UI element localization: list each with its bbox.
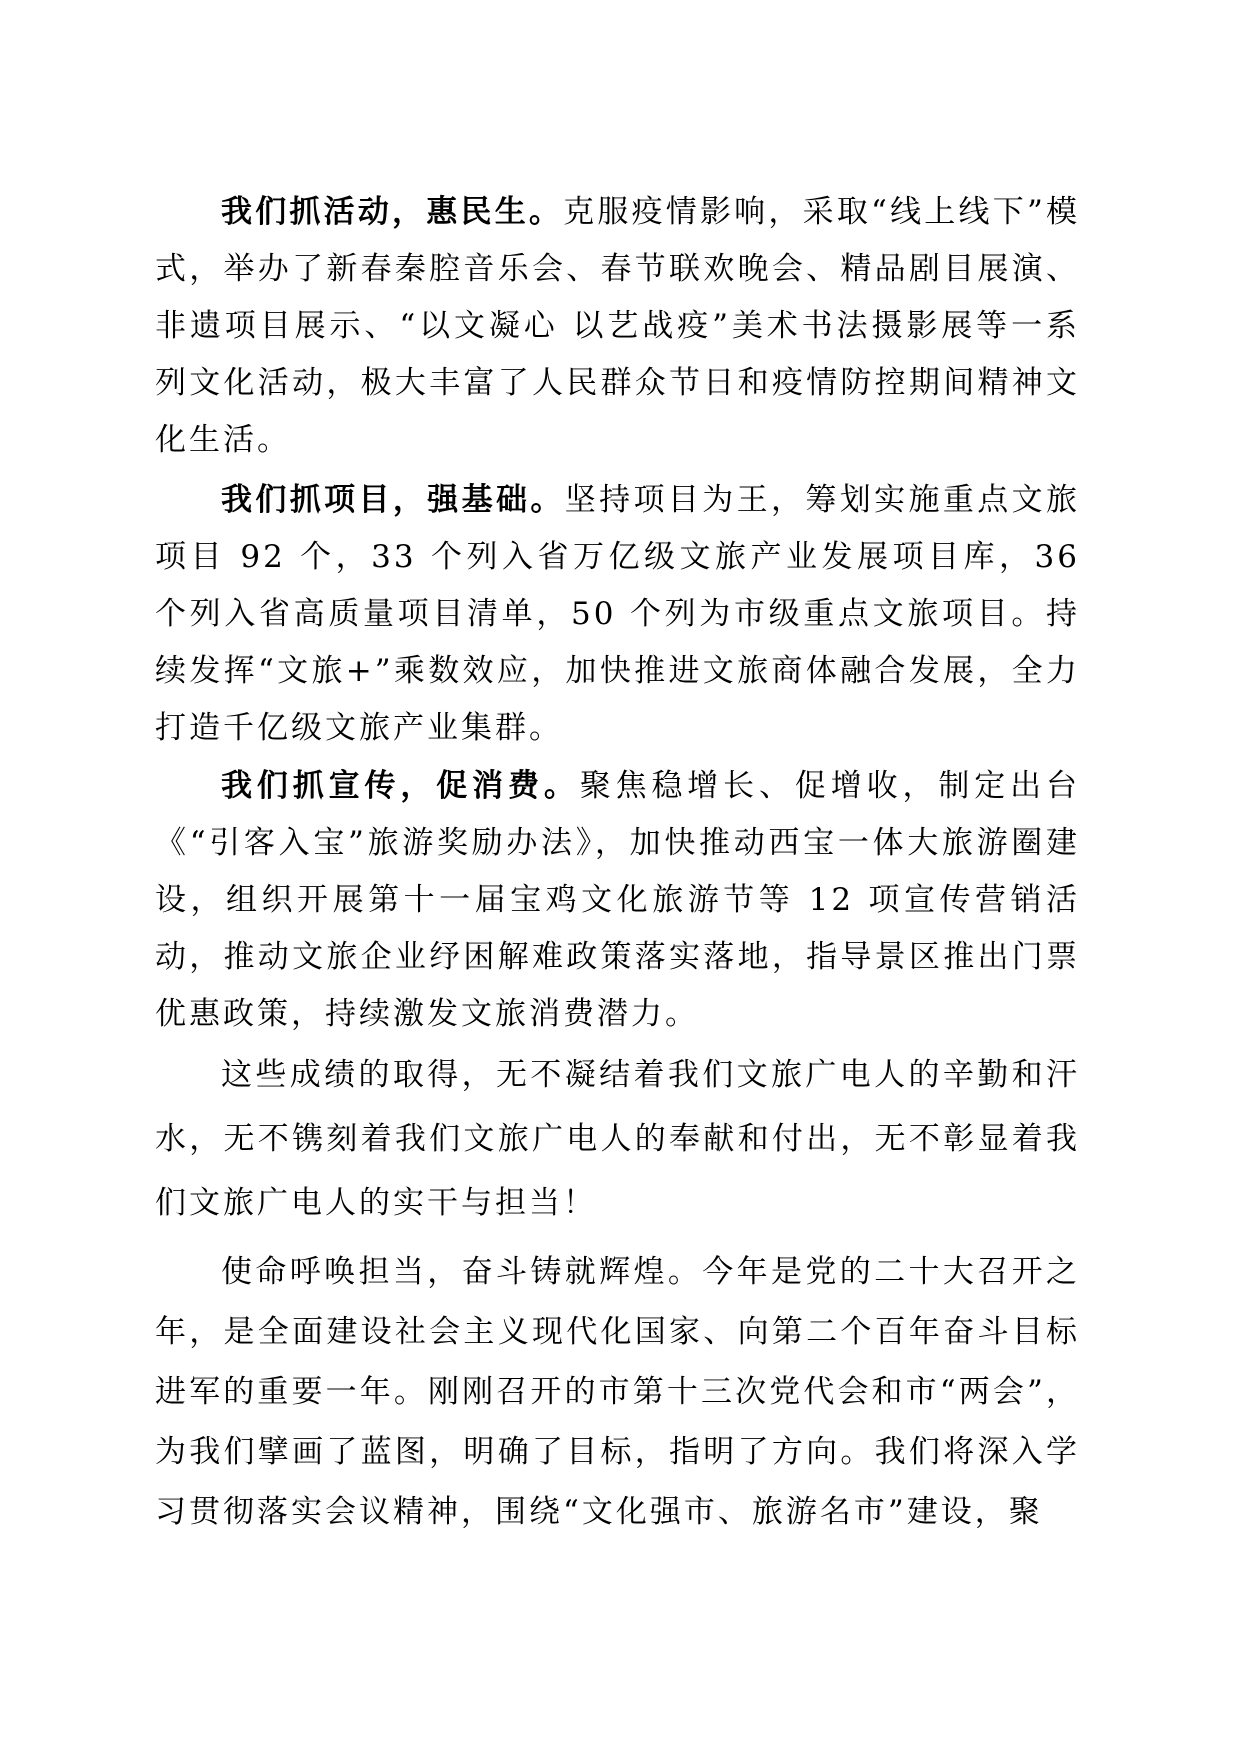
paragraph-lead: 我们抓项目，强基础。: [221, 482, 565, 518]
paragraph-body: 坚持项目为王，筹划实施重点文旅项目 92 个，33 个列入省万亿级文旅产业发展项目库，36 个列入省高质量项目清单，50 个列为市级重点文旅项目。持续发挥“文旅+”乘数效应，加快推进文旅商体融合发展，全力打造千亿级文旅产业集群。: [155, 482, 1080, 746]
paragraph-projects: [155, 472, 1080, 757]
paragraph-lead: 我们抓宣传，促消费。: [221, 768, 580, 804]
paragraph-body: 聚焦稳增长、促增收，制定出台《“引客入宝”旅游奖励办法》，加快推动西宝一体大旅游圈建设，组织开展第十一届宝鸡文化旅游节等 12 项宣传营销活动，推动文旅企业纾困解难政策落实落地，指导景区推出门票优惠政策，持续激发文旅消费潜力。: [155, 768, 1081, 1032]
paragraph-body: 使命呼唤担当，奋斗铸就辉煌。今年是党的二十大召开之年，是全面建设社会主义现代化国家、向第二个百年奋斗目标进军的重要一年。刚刚召开的市第十三次党代会和市“两会”，为我们擘画了蓝图，明确了目标，指明了方向。我们将深入学习贯彻落实会议精神，围绕“文化强市、旅游名市”建设，聚: [155, 1254, 1080, 1530]
paragraph-activities: [155, 184, 1080, 469]
paragraph-body: 克服疫情影响，采取“线上线下”模式，举办了新春秦腔音乐会、春节联欢晚会、精品剧目展演、非遗项目展示、“以文凝心 以艺战疫”美术书法摄影展等一系列文化活动，极大丰富了人民群众节日和疫情防控期间精神文化生活。: [155, 194, 1080, 458]
paragraph-achievements: [155, 1043, 1080, 1235]
paragraph-lead: 我们抓活动，惠民生。: [221, 194, 564, 230]
paragraph-mission: [155, 1242, 1080, 1542]
paragraph-promotion: [155, 758, 1080, 1043]
paragraph-body: 这些成绩的取得，无不凝结着我们文旅广电人的辛勤和汗水，无不镌刻着我们文旅广电人的奉献和付出，无不彰显着我们文旅广电人的实干与担当！: [155, 1057, 1080, 1221]
